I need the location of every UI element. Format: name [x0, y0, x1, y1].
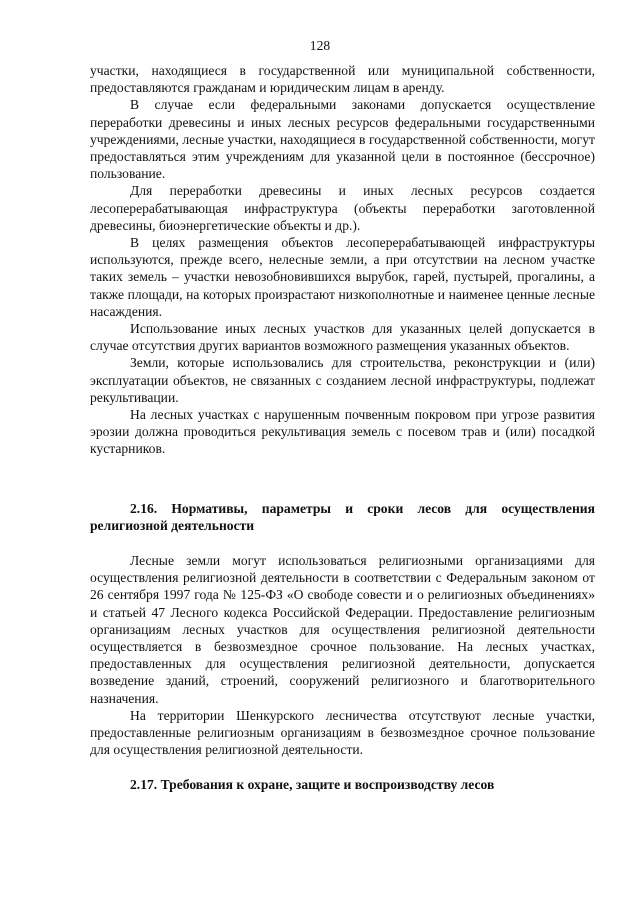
section-2-16-body [90, 552, 595, 758]
paragraph: Для переработки древесины и иных лесных ресурсов создается лесоперерабатывающая инфраструктура (объекты переработки заготовленной древесины, биоэнергетические объекты и др.). [90, 183, 595, 233]
paragraph: Земли, которые использовались для строительства, реконструкции и (или) эксплуатации объектов, не связанных с созданием лесной инфраструктуры, подлежат рекультивации. [90, 355, 595, 405]
paragraph: Использование иных лесных участков для указанных целей допускается в случае отсутствия других вариантов возможного размещения указанных объектов. [90, 321, 595, 354]
page-number: 128 [309, 38, 331, 53]
paragraph: В случае если федеральными законами допускается осуществление переработки древесины и иных лесных ресурсов федеральными государственными учреждениями, лесные участки, находящиеся в государственной собственности, могут предоставляться этим учреждениям для указанной цели в постоянное (бессрочное) пользование. [90, 97, 595, 182]
section-heading-2-16: 2.16. Нормативы, параметры и сроки лесов для осуществления религиозной деятельности [90, 501, 595, 534]
paragraph: На лесных участках с нарушенным почвенным покровом при угрозе развития эрозии должна проводиться рекультивация земель с посевом трав и (или) посадкой кустарников. [90, 407, 595, 457]
paragraph: На территории Шенкурского лесничества отсутствуют лесные участки, предоставленные религиозным организациям в безвозмездное срочное пользование для осуществления религиозной деятельности. [90, 707, 595, 758]
section-heading-2-17: 2.17. Требования к охране, защите и воспроизводству лесов [130, 777, 495, 792]
section-2-15-continuation [90, 62, 595, 458]
paragraph: Лесные земли могут использоваться религиозными организациями для осуществления религиозной деятельности в соответствии с Федеральным законом от 26 сентября 1997 года № 125-ФЗ «О свободе совести и о религиозных объединениях» и статьей 47 Лесного кодекса Российской Федерации. Предоставление религиозным организациям лесных участков для осуществления религиозной деятельности осуществляется в безвозмездное срочное пользование. На лесных участках, предоставленных для осуществления религиозной деятельности, допускается возведение зданий, строений, сооружений религиозного и благотворительного назначения. [90, 553, 595, 706]
paragraph: участки, находящиеся в государственной или муниципальной собственности, предоставляются гражданам и юридическим лицам в аренду. [90, 63, 595, 96]
paragraph: В целях размещения объектов лесоперерабатывающей инфраструктуры используются, прежде всего, нелесные земли, а при отсутствии на лесном участке таких земель – участки невозобновившихся вырубок, гарей, пустырей, прогалины, а также площади, на которых произрастают низкополнотные и наименее ценные лесные насаждения. [90, 235, 595, 319]
